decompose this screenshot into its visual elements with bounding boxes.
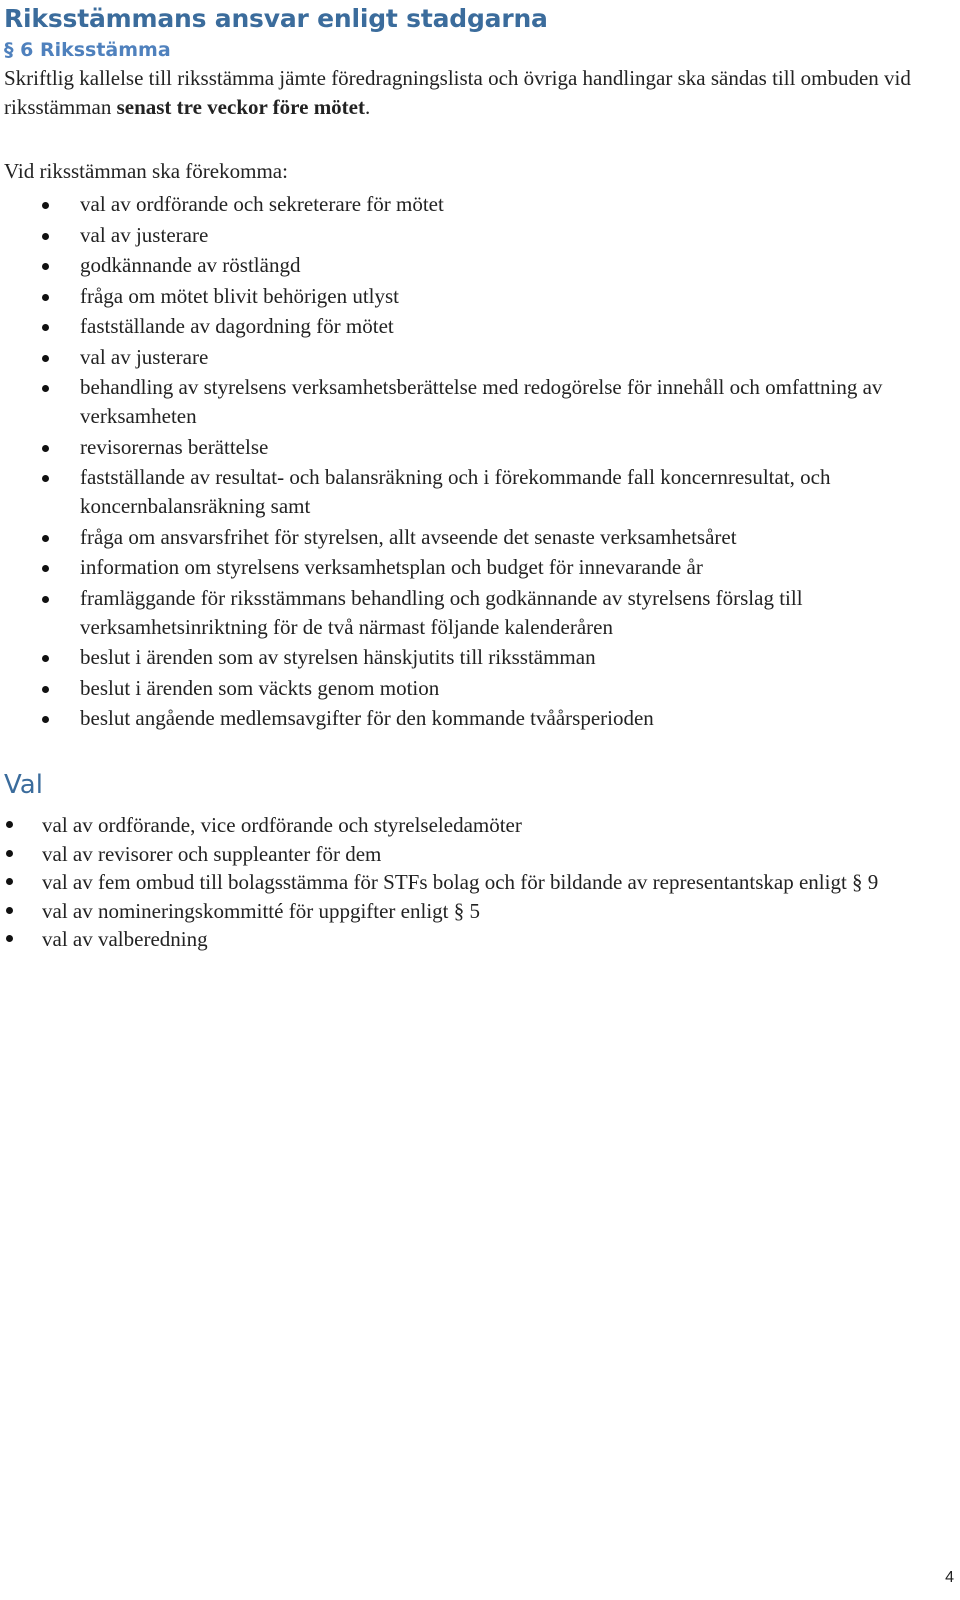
agenda-item-text: framläggande för riksstämmans behandling och godkännande av styrelsens förslag till verksamhetsinriktning för de två närmast följande kalenderåren <box>80 585 803 639</box>
val-item <box>4 811 952 840</box>
val-item <box>4 868 952 897</box>
val-heading: Val <box>4 770 43 800</box>
agenda-item-text: information om styrelsens verksamhetsplan och budget för innevarande år <box>80 555 703 579</box>
bullet-icon <box>42 596 49 603</box>
bullet-icon <box>42 445 49 452</box>
bullet-icon <box>42 535 49 542</box>
agenda-item <box>4 523 952 552</box>
bullet-icon <box>42 355 49 362</box>
val-item-text: val av valberedning <box>42 927 208 951</box>
agenda-item-text: fastställande av resultat- och balansräkning och i förekommande fall koncernresultat, och koncernbalansräkning samt <box>80 465 831 518</box>
bullet-icon <box>42 686 49 693</box>
document-title: Riksstämmans ansvar enligt stadgarna <box>4 4 548 33</box>
document-page <box>4 0 952 954</box>
agenda-item-text: beslut i ärenden som väckts genom motion <box>80 675 440 700</box>
agenda-item <box>4 704 952 733</box>
bullet-icon <box>42 475 49 482</box>
notice-deadline: senast tre veckor före mötet <box>116 95 365 119</box>
agenda-item-text: godkännande av röstlängd <box>80 253 301 277</box>
agenda-item <box>4 553 952 582</box>
agenda-item-text: val av ordförande och sekreterare för mötet <box>80 192 444 216</box>
bullet-icon <box>42 263 49 270</box>
agenda-item-text: fråga om mötet blivit behörigen utlyst <box>80 283 400 308</box>
agenda-item-text: behandling av styrelsens verksamhetsberättelse med redogörelse för innehåll och omfattning av verksamheten <box>80 375 883 428</box>
agenda-list <box>4 190 952 733</box>
agenda-item-text: beslut i ärenden som av styrelsen hänskjutits till riksstämman <box>80 645 596 669</box>
val-item-text: val av fem ombud till bolagsstämma för STFs bolag och för bildande av representantskap enligt § 9 <box>42 870 879 894</box>
bullet-icon <box>42 294 49 301</box>
val-item-text: val av revisorer och suppleanter för dem <box>42 841 382 866</box>
agenda-item-text: val av justerare <box>80 344 209 369</box>
bullet-icon <box>42 202 49 209</box>
agenda-item-text: beslut angående medlemsavgifter för den kommande tvåårsperioden <box>80 706 654 730</box>
bullet-icon <box>42 385 49 392</box>
notice-paragraph <box>4 64 952 122</box>
val-item <box>4 840 952 869</box>
bullet-icon <box>42 324 49 331</box>
bullet-icon <box>42 565 49 572</box>
val-list <box>4 811 952 954</box>
agenda-item <box>4 312 952 341</box>
bullet-icon <box>42 655 49 662</box>
agenda-item-text: revisorernas berättelse <box>80 434 269 459</box>
val-item <box>4 925 952 954</box>
agenda-item <box>4 643 952 672</box>
agenda-item <box>4 343 952 372</box>
agenda-item <box>4 433 952 462</box>
agenda-item <box>4 282 952 311</box>
agenda-item-text: val av justerare <box>80 222 209 247</box>
agenda-item <box>4 190 952 219</box>
agenda-item-text: fastställande av dagordning för mötet <box>80 314 394 338</box>
notice-text: Skriftlig kallelse till riksstämma jämte föredragningslista och övriga handlingar ska sändas till ombuden vid riksstämman <box>4 66 911 119</box>
val-item-text: val av ordförande, vice ordförande och styrelseledamöter <box>42 813 522 837</box>
agenda-item <box>4 251 952 280</box>
agenda-item-text: fråga om ansvarsfrihet för styrelsen, allt avseende det senaste verksamhetsåret <box>80 524 737 549</box>
notice-end: . <box>365 95 371 119</box>
bullet-icon <box>42 716 49 723</box>
agenda-item <box>4 674 952 703</box>
agenda-item <box>4 373 952 431</box>
section-heading: § 6 Riksstämma <box>4 39 171 61</box>
bullet-icon <box>6 821 13 828</box>
bullet-icon <box>6 935 13 942</box>
page-number: 4 <box>945 1569 954 1586</box>
agenda-item <box>4 221 952 250</box>
bullet-icon <box>6 878 13 885</box>
bullet-icon <box>6 907 13 914</box>
bullet-icon <box>42 233 49 240</box>
val-item <box>4 897 952 926</box>
bullet-icon <box>6 850 13 857</box>
agenda-item <box>4 584 952 642</box>
val-item-text: val av nomineringskommitté för uppgifter enligt § 5 <box>42 898 480 923</box>
agenda-item <box>4 463 952 521</box>
agenda-intro: Vid riksstämman ska förekomma: <box>4 159 288 183</box>
